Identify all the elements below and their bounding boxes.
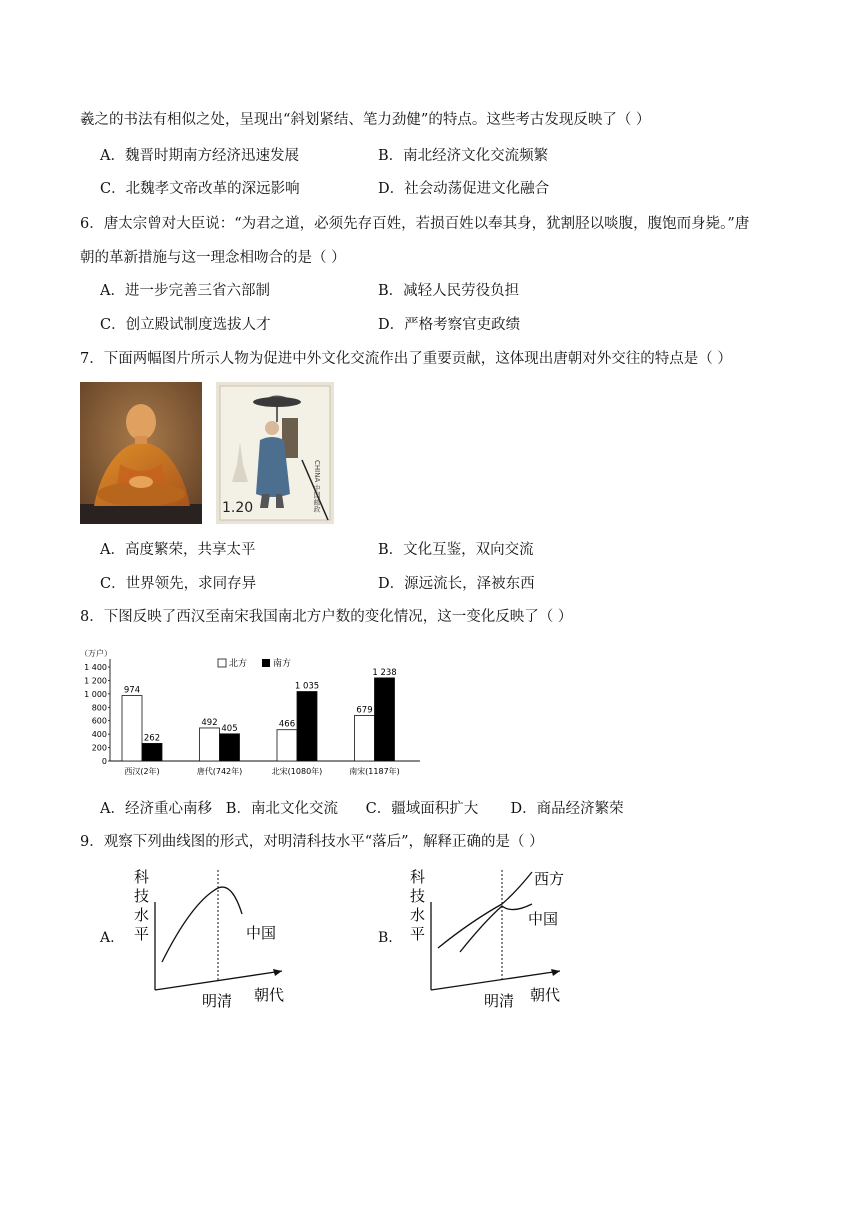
- graph-b-ylabel: 科技水平: [410, 868, 426, 943]
- q5-option-c: C．北魏孝文帝改革的深远影响: [100, 181, 300, 197]
- graph-b-series-west: 西方: [534, 870, 565, 888]
- question-6-stem-line1: 6．唐太宗曾对大臣说：“为君之道，必须先存百姓，若损百姓以奉其身，犹割胫以啖腹，腹饱而身毙。”唐: [80, 216, 750, 232]
- x-category-label: 北宋(1080年): [271, 767, 323, 776]
- bar-south: [375, 678, 395, 761]
- monk-statue-photo: [80, 382, 202, 524]
- y-tick-label: 0: [101, 757, 107, 766]
- bar-value-label: 262: [143, 733, 161, 744]
- y-tick-label: 1 200: [84, 676, 107, 686]
- graph-b-curve: [398, 862, 578, 1012]
- legend-swatch-south: [262, 659, 270, 667]
- graph-b-series-china: 中国: [528, 910, 559, 928]
- legend-swatch-north: [218, 659, 226, 667]
- bar-south: [297, 692, 317, 761]
- graph-b-mark: 明清: [484, 992, 515, 1010]
- x-category-label: 西汉(2年): [124, 767, 160, 776]
- stamp-photo: [216, 382, 334, 524]
- q6-option-b: B．减轻人民劳役负担: [378, 283, 520, 299]
- graph-a-series-china: 中国: [246, 924, 277, 942]
- bar-south: [220, 734, 240, 761]
- q5-option-a: A．魏晋时期南方经济迅速发展: [100, 148, 299, 164]
- bar-value-label: 1 035: [294, 681, 320, 692]
- y-tick-label: 800: [91, 703, 107, 713]
- bar-value-label: 974: [123, 685, 141, 696]
- bar-north: [277, 730, 297, 761]
- q6-option-d: D．严格考察官吏政绩: [378, 317, 521, 333]
- chart-unit-label: （万户）: [80, 649, 112, 658]
- stamp-country: CHINA 中国邮政: [313, 460, 321, 513]
- legend-label-north: 北方: [229, 659, 248, 669]
- question-9-stem: 9．观察下列曲线图的形式，对明清科技水平“落后”，解释正确的是（ ）: [80, 834, 544, 850]
- question-5-stem-end: 羲之的书法有相似之处，呈现出“斜划紧结、笔力劲健”的特点。这些考古发现反映了（ ）: [80, 112, 651, 128]
- bar-north: [355, 715, 375, 761]
- bar-value-label: 1 238: [372, 667, 397, 678]
- bar-north: [122, 696, 142, 761]
- legend-label-south: 南方: [273, 659, 292, 669]
- question-8-stem: 8．下图反映了西汉至南宋我国南北方户数的变化情况，这一变化反映了（ ）: [80, 609, 573, 625]
- y-tick-label: 1 000: [84, 689, 107, 699]
- graph-b-label: B.: [378, 930, 393, 946]
- y-tick-label: 200: [91, 743, 107, 753]
- graph-a-curve: [122, 862, 297, 1012]
- household-bar-chart: [78, 645, 428, 780]
- q6-option-a: A．进一步完善三省六部制: [100, 283, 270, 299]
- x-category-label: 南宋(1187年): [349, 767, 400, 776]
- graph-a-mark: 明清: [202, 992, 233, 1010]
- stamp-value: 1.20: [222, 500, 254, 516]
- q8-options: A．经济重心南移 B．南北文化交流 C．疆域面积扩大 D．商品经济繁荣: [100, 801, 624, 817]
- y-tick-label: 600: [91, 716, 107, 726]
- x-category-label: 唐代(742年): [196, 767, 243, 776]
- q7-option-d: D．源远流长，泽被东西: [378, 576, 535, 592]
- q7-option-b: B．文化互鉴，双向交流: [378, 542, 534, 558]
- graph-a-xlabel: 朝代: [254, 986, 285, 1004]
- question-7-stem: 7．下面两幅图片所示人物为促进中外文化交流作出了重要贡献，这体现出唐朝对外交往的特点是（ ）: [80, 351, 732, 367]
- bar-value-label: 466: [278, 719, 296, 730]
- bar-value-label: 679: [356, 705, 373, 716]
- graph-a-ylabel: 科技水平: [134, 868, 150, 943]
- y-tick-label: 400: [91, 730, 107, 740]
- bar-value-label: 405: [221, 723, 238, 734]
- q5-option-d: D．社会动荡促进文化融合: [378, 181, 550, 197]
- q6-option-c: C．创立殿试制度选拔人才: [100, 317, 271, 333]
- graph-a-label: A.: [100, 930, 115, 946]
- q7-option-a: A．高度繁荣，共享太平: [100, 542, 256, 558]
- q5-option-b: B．南北经济文化交流频繁: [378, 148, 549, 164]
- y-tick-label: 1 400: [84, 663, 107, 672]
- graph-b-xlabel: 朝代: [530, 986, 561, 1004]
- bar-value-label: 492: [201, 717, 218, 728]
- question-6-stem-line2: 朝的革新措施与这一理念相吻合的是（ ）: [80, 250, 346, 266]
- bar-south: [142, 743, 162, 761]
- q7-option-c: C．世界领先，求同存异: [100, 576, 257, 592]
- bar-north: [200, 728, 220, 761]
